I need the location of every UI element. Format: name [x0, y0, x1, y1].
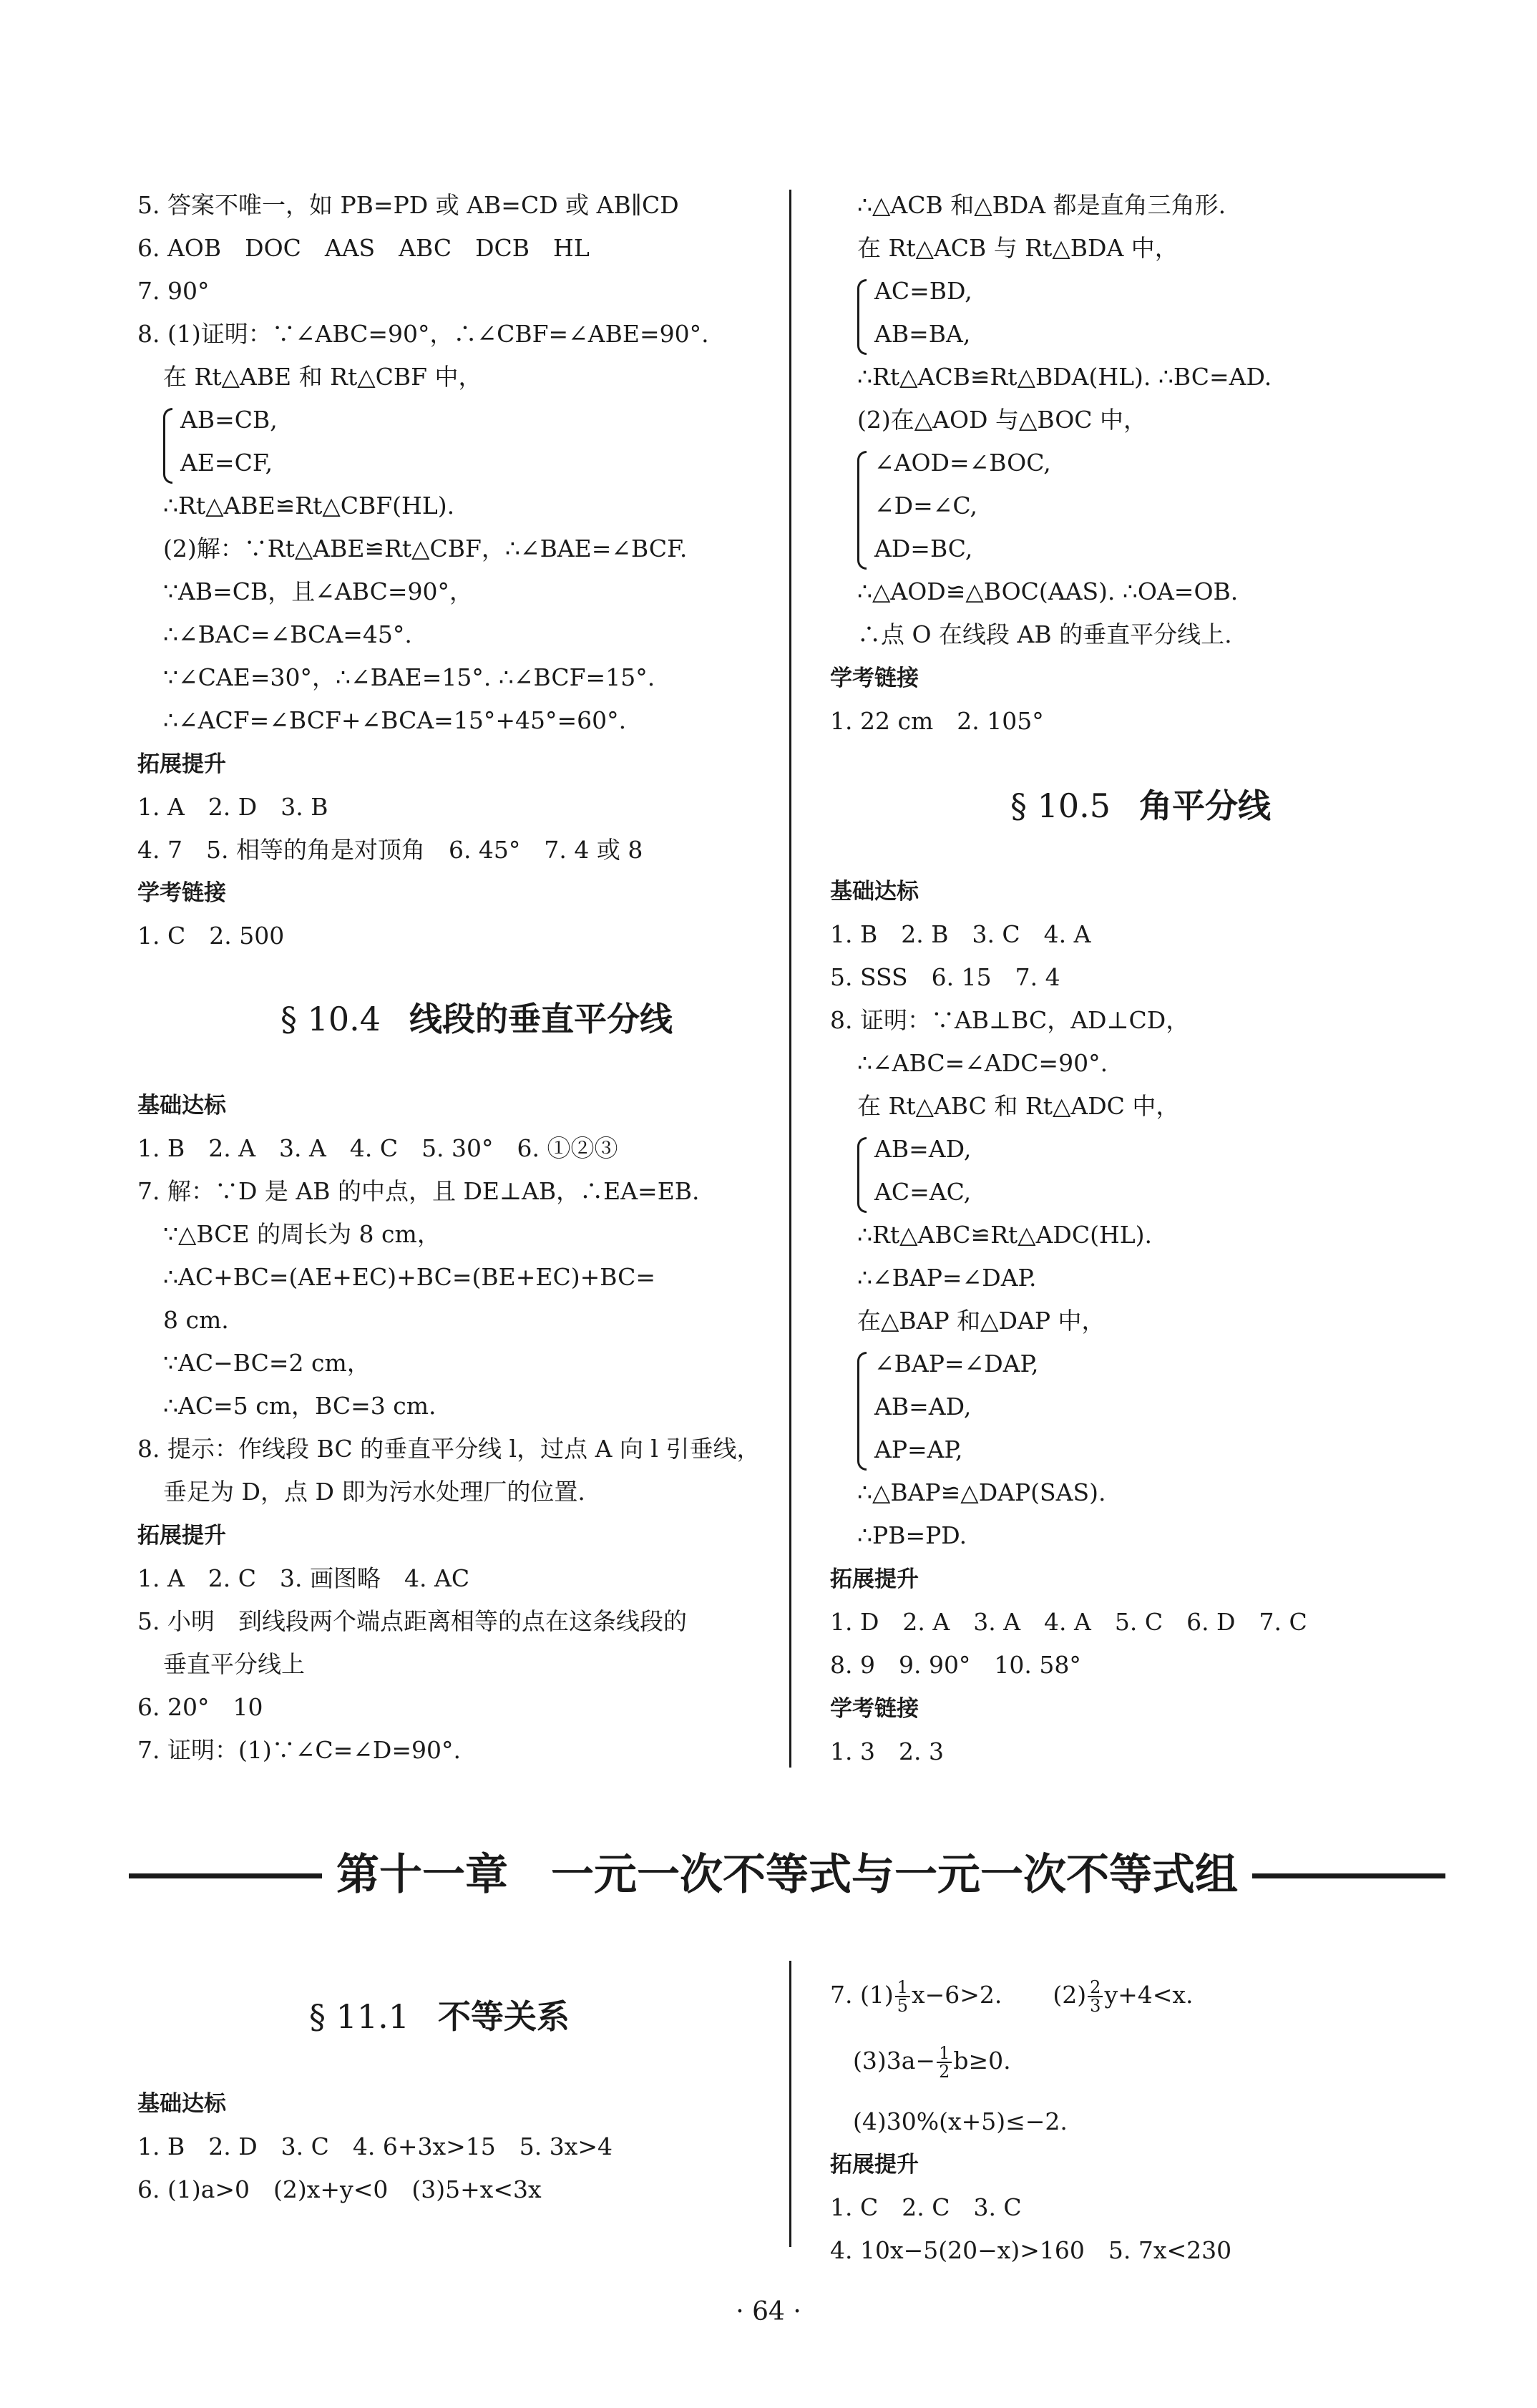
section-heading: 拓展提升	[137, 1523, 226, 1549]
fraction	[937, 2044, 952, 2080]
section-title	[309, 1997, 570, 2037]
denominator: 3	[1090, 1996, 1101, 2016]
section-heading: 学考链接	[830, 666, 919, 691]
answer-line: AB=BA,	[874, 320, 971, 348]
answer-text: y+4<x.	[1104, 1981, 1194, 2009]
answer-line: 1. B 2. D 3. C 4. 6+3x>15 5. 3x>4	[137, 2132, 613, 2160]
section-name: 角平分线	[1139, 786, 1272, 825]
answer-line: 5. SSS 6. 15 7. 4	[830, 963, 1060, 991]
section-title	[1010, 786, 1271, 826]
answer-line: ∵AB=CB，且∠ABC=90°，	[163, 577, 473, 605]
answer-line: 1. B 2. A 3. A 4. C 5. 30° 6. ①②③	[137, 1134, 618, 1162]
answer-text: x−6>2.	[912, 1981, 1002, 2009]
answer-line: ∴∠ACF=∠BCF+∠BCA=15°+45°=60°.	[163, 706, 627, 734]
answer-line: 1. C 2. C 3. C	[830, 2193, 1022, 2221]
answer-line: 6. (1)a>0 (2)x+y<0 (3)5+x<3x	[137, 2175, 542, 2203]
section-heading: 基础达标	[830, 879, 919, 905]
answer-line: ∴∠ABC=∠ADC=90°.	[857, 1049, 1108, 1077]
section-name: 不等关系	[438, 1997, 570, 2036]
answer-line: 8. 提示：作线段 BC 的垂直平分线 l，过点 A 向 l 引垂线，	[137, 1435, 761, 1463]
numerator: 2	[1088, 1979, 1103, 1997]
answer-line: ∴Rt△ABC≌Rt△ADC(HL).	[857, 1221, 1153, 1249]
answer-line: 1. A 2. D 3. B	[137, 793, 328, 821]
answer-text: (3)3a−	[853, 2047, 936, 2075]
answer-line: 垂足为 D，点 D 即为污水处理厂的位置.	[163, 1478, 585, 1506]
section-title	[280, 999, 673, 1039]
answer-line: ∴点 O 在线段 AB 的垂直平分线上.	[857, 620, 1232, 648]
column-divider	[789, 1961, 791, 2247]
answer-line: 8. 证明：∵AB⊥BC，AD⊥CD，	[830, 1006, 1190, 1034]
answer-line: 8. (1)证明：∵∠ABC=90°，∴∠CBF=∠ABE=90°.	[137, 320, 709, 348]
answer-line: 7. 解：∵D 是 AB 的中点，且 DE⊥AB，∴EA=EB.	[137, 1177, 700, 1205]
answer-text: b≥0.	[953, 2047, 1011, 2075]
column-divider	[789, 190, 791, 1768]
section-number: § 10.4	[280, 1000, 381, 1038]
section-number: § 10.5	[1010, 786, 1111, 825]
answer-line: 5. 小明 到线段两个端点距离相等的点在这条线段的	[137, 1607, 687, 1635]
section-number: § 11.1	[309, 1997, 410, 2036]
answer-line: 1. B 2. B 3. C 4. A	[830, 920, 1091, 948]
answer-text: (2)	[1053, 1981, 1087, 2009]
answer-line: (2)解：∵Rt△ABE≌Rt△CBF，∴∠BAE=∠BCF.	[163, 535, 688, 562]
denominator: 2	[939, 2062, 950, 2082]
answer-line: ∠D=∠C,	[874, 492, 977, 520]
answer-line: 在 Rt△ABC 和 Rt△ADC 中，	[857, 1092, 1180, 1120]
fraction	[1088, 1979, 1103, 2014]
answer-line: ∵△BCE 的周长为 8 cm，	[163, 1220, 441, 1248]
chapter-banner	[129, 1846, 1445, 1904]
answer-line: ∠AOD=∠BOC,	[874, 449, 1051, 477]
answer-line: ∴△AOD≌△BOC(AAS). ∴OA=OB.	[857, 577, 1239, 605]
answer-line: ∴AC+BC=(AE+EC)+BC=(BE+EC)+BC=	[163, 1263, 656, 1291]
answer-line: 在△BAP 和△DAP 中，	[857, 1307, 1106, 1335]
chapter-title: 第十一章 一元一次不等式与一元一次不等式组	[322, 1846, 1252, 1904]
numerator: 1	[937, 2044, 952, 2063]
answer-line: ∴∠BAP=∠DAP.	[857, 1264, 1037, 1292]
answer-line: 7. 90°	[137, 277, 210, 305]
answer-line: (4)30%(x+5)≤−2.	[853, 2107, 1068, 2135]
answer-line: ∵AC−BC=2 cm，	[163, 1349, 371, 1377]
answer-line: 1. D 2. A 3. A 4. A 5. C 6. D 7. C	[830, 1608, 1307, 1636]
answer-line: ∠BAP=∠DAP,	[874, 1350, 1039, 1378]
answer-line: ∴PB=PD.	[857, 1521, 967, 1549]
answer-line: AD=BC,	[874, 535, 973, 562]
answer-line: 4. 7 5. 相等的角是对顶角 6. 45° 7. 4 或 8	[137, 836, 643, 864]
answer-line: 8 cm.	[163, 1306, 229, 1334]
brace	[857, 279, 867, 355]
answer-line: AC=AC,	[874, 1178, 972, 1206]
answer-line: AB=AD,	[874, 1393, 972, 1420]
answer-line: ∴AC=5 cm，BC=3 cm.	[163, 1392, 436, 1420]
section-heading: 学考链接	[137, 880, 226, 906]
answer-line	[853, 2041, 1011, 2081]
answer-line: 1. C 2. 500	[137, 922, 285, 950]
section-heading: 拓展提升	[830, 1566, 919, 1592]
answer-line: (2)在△AOD 与△BOC 中，	[857, 406, 1147, 434]
answer-line: ∴Rt△ACB≌Rt△BDA(HL). ∴BC=AD.	[857, 363, 1272, 391]
brace	[857, 1352, 867, 1471]
answer-line: AB=AD,	[874, 1135, 972, 1163]
brace	[857, 1137, 867, 1213]
section-heading: 拓展提升	[137, 751, 226, 777]
answer-line: AE=CF,	[180, 449, 273, 477]
answer-line: ∴△BAP≌△DAP(SAS).	[857, 1478, 1106, 1506]
answer-line: 1. 3 2. 3	[830, 1737, 944, 1765]
answer-line: 1. A 2. C 3. 画图略 4. AC	[137, 1564, 470, 1592]
answer-line: 5. 答案不唯一，如 PB=PD 或 AB=CD 或 AB∥CD	[137, 191, 679, 219]
brace	[163, 408, 172, 484]
answer-line: 7. 证明：(1)∵∠C=∠D=90°.	[137, 1736, 462, 1764]
page-number: · 64 ·	[736, 2297, 801, 2326]
section-heading: 基础达标	[137, 1093, 226, 1118]
answer-line: AB=CB,	[180, 406, 278, 434]
answer-line: ∴Rt△ABE≌Rt△CBF(HL).	[163, 492, 455, 520]
brace	[857, 451, 867, 570]
answer-line: ∴∠BAC=∠BCA=45°.	[163, 620, 412, 648]
numerator: 1	[895, 1979, 910, 1997]
fraction	[895, 1979, 910, 2014]
answer-line: AC=BD,	[874, 277, 972, 305]
answer-line	[830, 1975, 1194, 2015]
answer-line: 在 Rt△ABE 和 Rt△CBF 中，	[163, 363, 482, 391]
answer-line: ∵∠CAE=30°，∴∠BAE=15°. ∴∠BCF=15°.	[163, 663, 655, 691]
answer-line: 垂直平分线上	[163, 1650, 305, 1678]
answer-line: 8. 9 9. 90° 10. 58°	[830, 1651, 1081, 1679]
answer-line: 在 Rt△ACB 与 Rt△BDA 中，	[857, 234, 1179, 262]
answer-line: ∴△ACB 和△BDA 都是直角三角形.	[857, 191, 1226, 219]
section-name: 线段的垂直平分线	[409, 1000, 673, 1038]
answer-line: 6. AOB DOC AAS ABC DCB HL	[137, 234, 590, 262]
answer-line: 1. 22 cm 2. 105°	[830, 707, 1044, 735]
section-heading: 拓展提升	[830, 2152, 919, 2178]
section-heading: 学考链接	[830, 1696, 919, 1722]
denominator: 5	[897, 1996, 909, 2016]
answer-line: 6. 20° 10	[137, 1693, 263, 1721]
answer-line: 4. 10x−5(20−x)>160 5. 7x<230	[830, 2236, 1232, 2264]
answer-text: 7. (1)	[830, 1981, 894, 2009]
answer-line: AP=AP,	[874, 1435, 963, 1463]
section-heading: 基础达标	[137, 2091, 226, 2117]
